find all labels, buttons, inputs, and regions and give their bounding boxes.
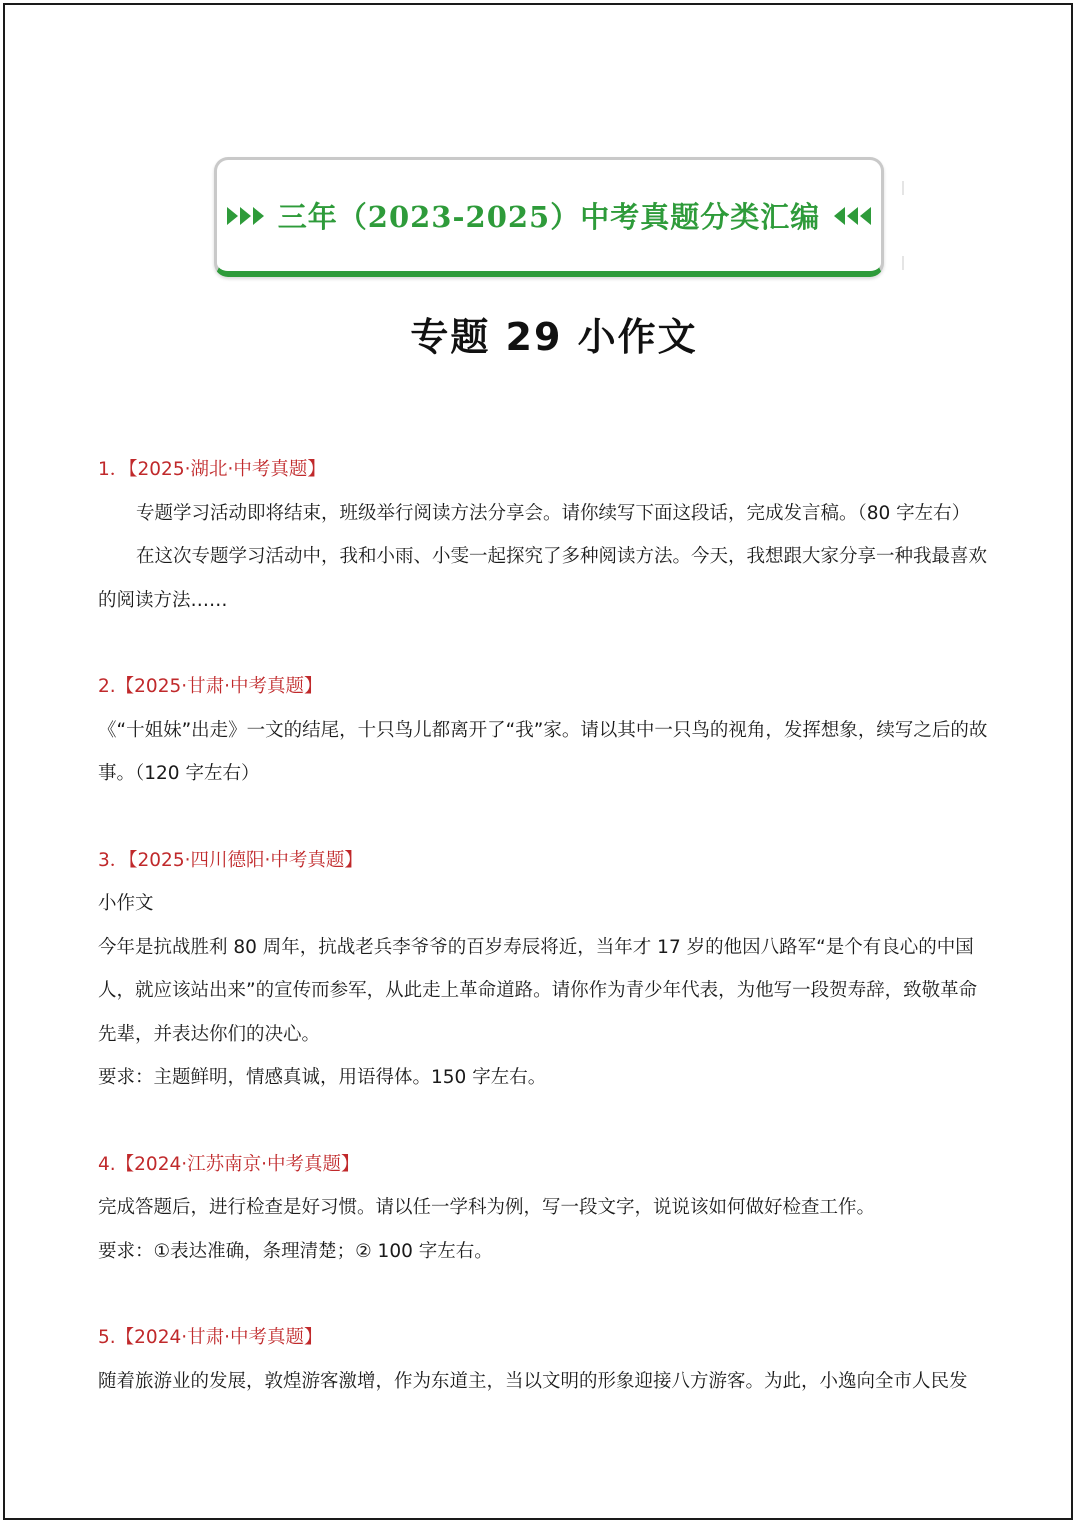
question-item: [98, 839, 988, 1100]
divider: [902, 256, 904, 270]
question-heading: 4.【2024·江苏南京·中考真题】: [98, 1153, 360, 1175]
arrow-right-icon: [227, 207, 264, 225]
question-item: [98, 1316, 988, 1403]
question-heading: 1．【2025·湖北·中考真题】: [98, 459, 326, 480]
divider: [902, 181, 904, 195]
series-banner: [214, 157, 884, 277]
question-heading: 2.【2025·甘肃·中考真题】: [98, 676, 323, 697]
question-text: 要求：①表达准确，条理清楚；② 100 字左右。: [98, 1240, 493, 1262]
question-text: 要求：主题鲜明，情感真诚，用语得体。150 字左右。: [98, 1067, 547, 1088]
question-heading: 5.【2024·甘肃·中考真题】: [98, 1327, 323, 1348]
question-text: 小作文: [98, 893, 154, 914]
question-text: 在这次专题学习活动中，我和小雨、小雯一起探究了多种阅读方法。今天，我想跟大家分享一种我最喜欢的阅读方法……: [98, 546, 988, 611]
question-text: 完成答题后，进行检查是好习惯。请以任一学科为例，写一段文字，说说该如何做好检查工作。: [98, 1197, 876, 1218]
question-text: 《“十姐妹”出走》一文的结尾，十只鸟儿都离开了“我”家。请以其中一只鸟的视角，发挥想象，续写之后的故事。（120 字左右）: [98, 719, 988, 784]
question-item: [98, 448, 988, 622]
banner-title: 三年（2023-2025）中考真题分类汇编: [277, 200, 821, 234]
question-list: [98, 448, 988, 1446]
question-text: 专题学习活动即将结束，班级举行阅读方法分享会。请你续写下面这段话，完成发言稿。（80 字左右）: [136, 502, 971, 524]
arrow-left-icon: [834, 207, 871, 225]
question-heading: 3．【2025·四川德阳·中考真题】: [98, 849, 363, 871]
question-item: [98, 1143, 988, 1274]
question-item: [98, 665, 988, 796]
page-title: 专题 29 小作文: [410, 315, 698, 359]
question-text: 随着旅游业的发展，敦煌游客激增，作为东道主，当以文明的形象迎接八方游客。为此，小逸向全市人民发: [98, 1370, 968, 1392]
question-text: 今年是抗战胜利 80 周年，抗战老兵李爷爷的百岁寿辰将近，当年才 17 岁的他因八路军“是个有良心的中国人，就应该站出来”的宣传而参军，从此走上革命道路。请你作为青少年代表，为他写一段贺寿辞，致敬革命先辈，并表达你们的决心。: [98, 936, 978, 1045]
